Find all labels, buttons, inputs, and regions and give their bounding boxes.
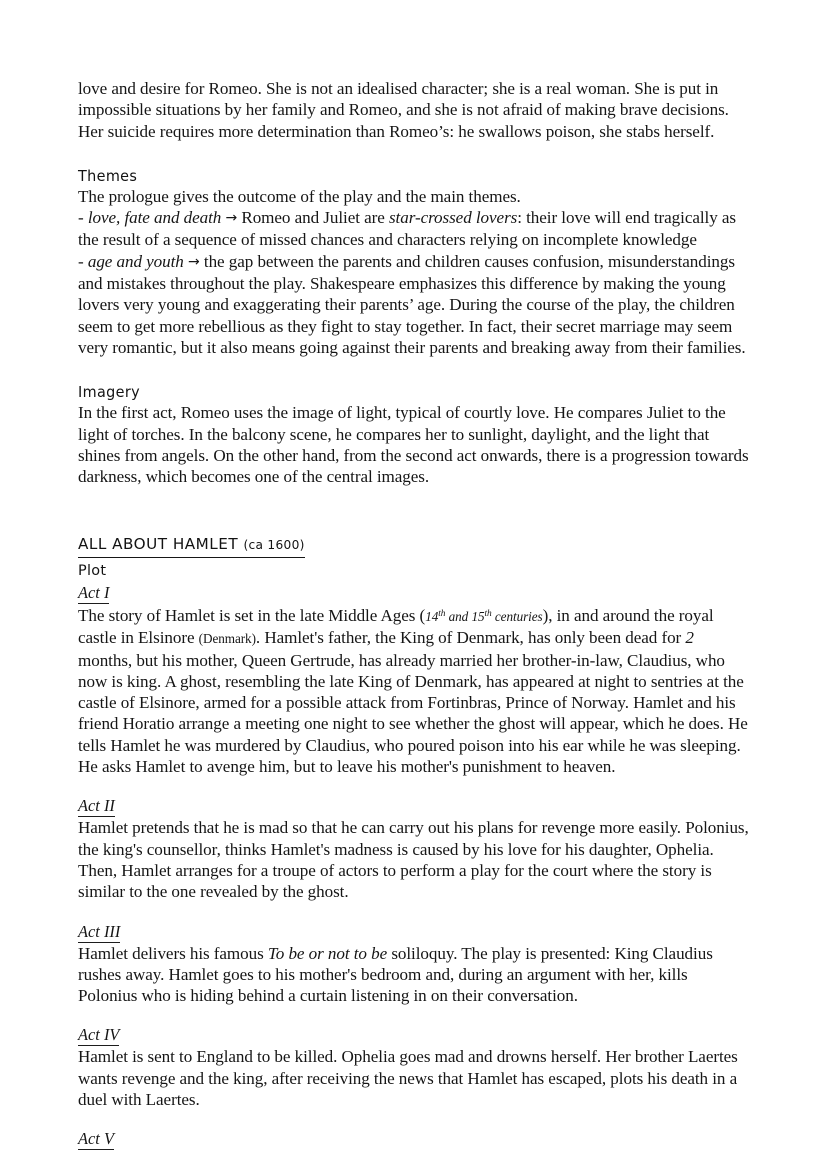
bullet-term: love, fate and death	[87, 208, 222, 228]
themes-bullet-love-fate-death	[78, 207, 750, 251]
bullet-term: age and youth	[87, 251, 184, 271]
act-iii-part-2: soliloquy. The play is presented: King Claudius rushes away. Hamlet goes to his mother's bedroom and, during an argument with her, kills Polonius who is hiding behind a curtain listening in on their conversation.	[78, 943, 713, 1006]
heading-act-iv: Act IV	[78, 1025, 120, 1045]
denmark-note: (Denmark)	[198, 631, 256, 647]
act-i-part-1: The story of Hamlet is set in the late Middle Ages (	[78, 605, 426, 625]
spacer	[78, 142, 750, 166]
intro-paragraph	[78, 78, 750, 142]
heading-act-iii: Act III	[78, 921, 121, 941]
act-heading-row	[78, 795, 750, 817]
heading-plot: Plot	[78, 562, 107, 579]
imagery-paragraph: In the first act, Romeo uses the image of light, typical of courtly love. He compares Juliet to the light of torches. In the balcony scene, he compares her to sunlight, daylight, and the light that shines from angels. On the other hand, from the second act onwards, there is a progression towards darkness, which becomes one of the central images.	[78, 403, 749, 487]
century-first: 14	[425, 608, 439, 624]
act-heading-row	[78, 1128, 750, 1150]
themes-intro: The prologue gives the outcome of the play and the main themes.	[78, 186, 521, 206]
spacer	[78, 1006, 750, 1024]
arrow-icon: →	[225, 210, 238, 227]
bullet-text: the gap between the parents and children causes confusion, misunderstandings and mistakes throughout the play. Shakespeare emphasizes this difference by making the young lovers very young and exaggerating their parents’ age. During the course of the play, the children seem to get more rebellious as they fight to stay together. In fact, their secret marriage may seem very romantic, but it also means going against their parents and breaking away from their families.	[78, 251, 746, 357]
century-second: 15	[471, 608, 485, 624]
act-i-paragraph	[78, 604, 750, 777]
hamlet-title-row	[78, 534, 750, 558]
intro-line-2: impossible situations by her family and Romeo, and she is not afraid of making brave decisions.	[78, 100, 729, 120]
act-i-part-4: months, but his mother, Queen Gertrude, has already married her brother-in-law, Claudius, who now is king. A ghost, resembling the late King of Denmark, has appeared at night to sentries at the castle of Elsinore, armed for a possible attack from Fortinbras, Prince of Norway. Hamlet and his friend Horatio arrange a meeting one night to see whether the ghost will appear, which he does. He tells Hamlet he was murdered by Claudius, who poured poison into his ear while he was sleeping. He asks Hamlet to avenge him, but to leave his mother's punishment to heaven.	[78, 650, 748, 777]
intro-line-1: love and desire for Romeo. She is not an idealised character; she is a real woman. She is put in	[78, 79, 719, 98]
hamlet-title-text: ALL ABOUT HAMLET	[78, 535, 239, 554]
act-heading-row	[78, 1024, 750, 1046]
century-word: centuries	[491, 608, 543, 624]
act-iv-paragraph: Hamlet is sent to England to be killed. Ophelia goes mad and drowns herself. Her brother Laertes wants revenge and the king, after receiving the news that Hamlet has escaped, plots his death in a duel with Laertes.	[78, 1047, 738, 1109]
heading-themes: Themes	[78, 168, 138, 185]
century-conjunction: and	[445, 608, 472, 624]
bullet-emphasis: star-crossed lovers	[388, 208, 518, 228]
act-iii-part-1: Hamlet delivers his famous	[78, 943, 268, 963]
intro-line-3: Her suicide requires more determination than Romeo’s: he swallows poison, she stabs herself.	[78, 121, 715, 141]
soliloquy-quote: To be or not to be	[267, 943, 388, 963]
heading-imagery: Imagery	[78, 384, 140, 402]
act-i-part-2: ), in and around the royal castle in Elsinore	[78, 605, 714, 648]
act-heading-row	[78, 582, 750, 604]
heading-act-ii: Act II	[78, 796, 115, 816]
bullet-text-before: Romeo and Juliet are	[241, 208, 389, 228]
bullet-dash: -	[78, 251, 84, 271]
months-number: 2	[685, 628, 694, 648]
act-heading-row	[78, 921, 750, 943]
page-content	[78, 78, 750, 1150]
bullet-dash: -	[78, 208, 84, 228]
heading-all-about-hamlet	[78, 534, 305, 558]
act-ii-paragraph: Hamlet pretends that he is mad so that he can carry out his plans for revenge more easily. Polonius, the king's counsellor, thinks Hamlet's madness is caused by his love for his daughter, Ophelia. Then, Hamlet arranges for a troupe of actors to perform a play for the court where the story is similar to the one revealed by the ghost.	[78, 818, 749, 902]
spacer	[78, 358, 750, 382]
heading-act-i: Act I	[78, 582, 110, 602]
themes-bullet-age-youth	[78, 251, 750, 358]
hamlet-title-year: (ca 1600)	[243, 538, 305, 553]
spacer	[78, 1110, 750, 1128]
arrow-icon: →	[188, 253, 200, 270]
spacer	[78, 487, 750, 534]
spacer	[78, 903, 750, 921]
heading-act-v: Act V	[78, 1129, 114, 1149]
act-i-part-3: . Hamlet's father, the King of Denmark, has only been dead for	[255, 628, 686, 648]
century-second-suffix: th	[484, 608, 492, 619]
spacer	[78, 777, 750, 795]
century-first-suffix: th	[438, 608, 446, 619]
bullet-text-after: : their love will end tragically as the result of a sequence of missed chances and characters relying on incomplete knowledge	[78, 208, 736, 250]
act-iii-paragraph	[78, 943, 750, 1007]
